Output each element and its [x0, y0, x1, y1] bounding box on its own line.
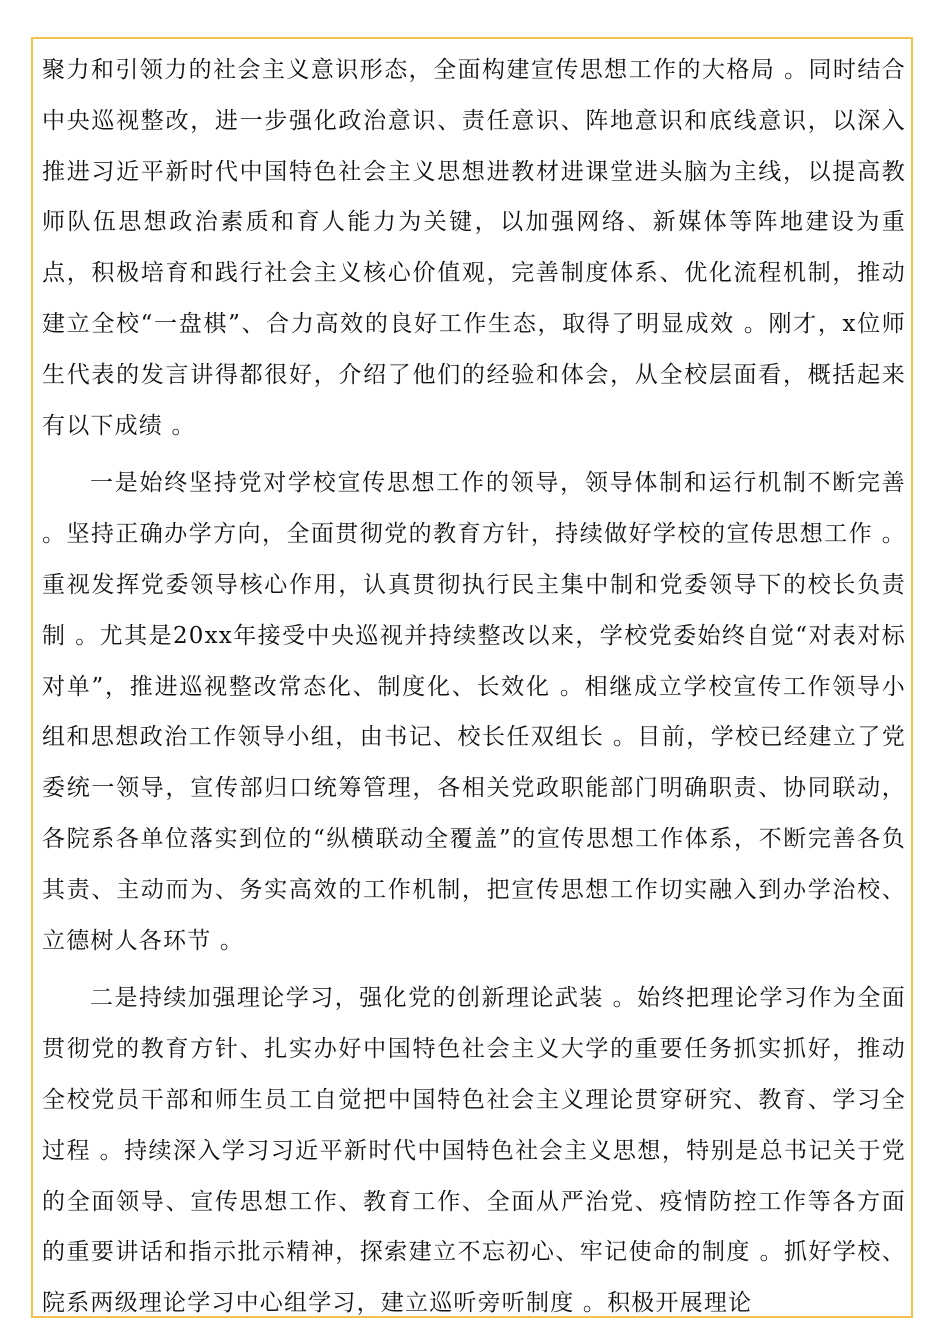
paragraph-intro: 聚力和引领力的社会主义意识形态，全面构建宣传思想工作的大格局 。同时结合中央巡视整改，进一步强化政治意识、责任意识、阵地意识和底线意识，以深入推进习近平新时代中国特色社会主义思想进教材进课堂进头脑为主线，以提高教师队伍思想政治素质和育人能力为关键，以加强网络、新媒体等阵地建设为重点，积极培育和践行社会主义核心价值观，完善制度体系、优化流程机制，推动建立全校“一盘棋”、合力高效的良好工作生态，取得了明显成效 。刚才，x位师生代表的发言讲得都很好，介绍了他们的经验和体会，从全校层面看，概括起来有以下成绩 。	[42, 57, 906, 439]
document-body	[42, 45, 906, 1329]
paragraph-point-two: 二是持续加强理论学习，强化党的创新理论武装 。始终把理论学习作为全面贯彻党的教育方针、扎实办好中国特色社会主义大学的重要任务抓实抓好，推动全校党员干部和师生员工自觉把中国特色社会主义理论贯穿研究、教育、学习全过程 。持续深入学习习近平新时代中国特色社会主义思想，特别是总书记关于党的全面领导、宣传思想工作、教育工作、全面从严治党、疫情防控工作等各方面的重要讲话和指示批示精神，探索建立不忘初心、牢记使命的制度 。抓好学校、院系两级理论学习中心组学习，建立巡听旁听制度 。积极开展理论	[42, 985, 906, 1317]
paragraph-point-one: 一是始终坚持党对学校宣传思想工作的领导，领导体制和运行机制不断完善 。坚持正确办学方向，全面贯彻党的教育方针，持续做好学校的宣传思想工作 。重视发挥党委领导核心作用，认真贯彻执行民主集中制和党委领导下的校长负责制 。尤其是20xx年接受中央巡视并持续整改以来，学校党委始终自觉“对表对标对单”，推进巡视整改常态化、制度化、长效化 。相继成立学校宣传工作领导小组和思想政治工作领导小组，由书记、校长任双组长 。目前，学校已经建立了党委统一领导，宣传部归口统筹管理，各相关党政职能部门明确职责、协同联动，各院系各单位落实到位的“纵横联动全覆盖”的宣传思想工作体系，不断完善各负其责、主动而为、务实高效的工作机制，把宣传思想工作切实融入到办学治校、立德树人各环节 。	[42, 470, 906, 954]
